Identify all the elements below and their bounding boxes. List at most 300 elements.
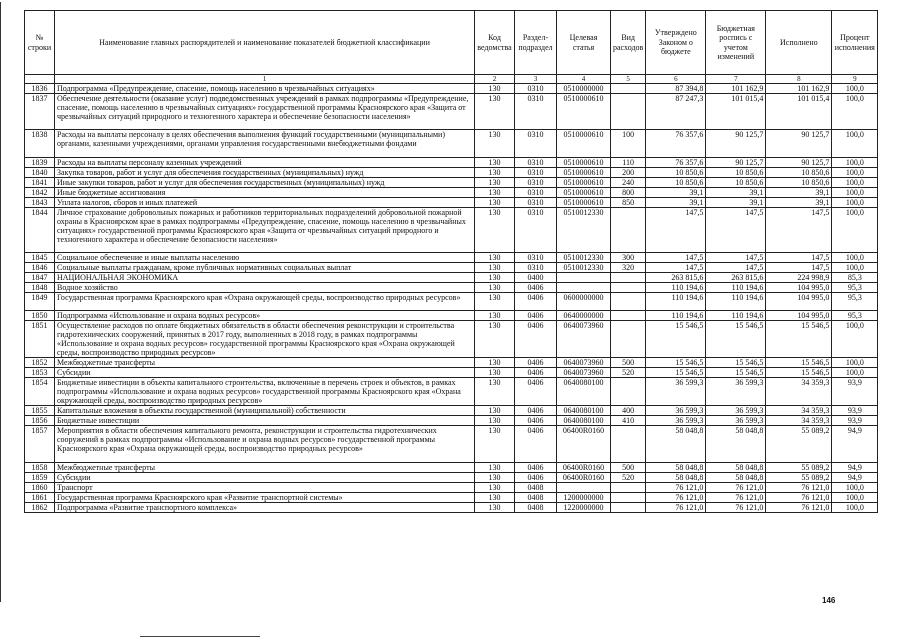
- row-number: 1847: [25, 273, 55, 283]
- approved-amount: 110 194,6: [646, 293, 706, 311]
- column-number: 5: [611, 75, 646, 84]
- row-name: Субсидии: [55, 473, 475, 483]
- executed-amount: 101 015,4: [766, 94, 832, 130]
- expense-type-code: 110: [611, 158, 646, 168]
- row-name: НАЦИОНАЛЬНАЯ ЭКОНОМИКА: [55, 273, 475, 283]
- expense-type-code: [611, 378, 646, 406]
- budget-amount: 101 015,4: [706, 94, 766, 130]
- expense-type-code: 520: [611, 368, 646, 378]
- row-name: Социальные выплаты гражданам, кроме публичных нормативных социальных выплат: [55, 263, 475, 273]
- row-number: 1857: [25, 426, 55, 463]
- page-number: 146: [822, 596, 836, 605]
- row-name: Государственная программа Красноярского края «Развитие транспортной системы»: [55, 493, 475, 503]
- row-name: Мероприятия в области обеспечения капитального ремонта, реконструкции и строительства гидротехнических сооружений в рамках подпрограммы «Использование и охрана водных ресурсов» государственной программы Красноярского края «Охрана окружающей среды, воспроизводство природных ресурсов»: [55, 426, 475, 463]
- target-code: 0510012330: [557, 253, 611, 263]
- row-number: 1842: [25, 188, 55, 198]
- column-number: 6: [646, 75, 706, 84]
- target-code: 1200000000: [557, 493, 611, 503]
- budget-amount: 76 121,0: [706, 483, 766, 493]
- section-code: 0310: [515, 168, 557, 178]
- approved-amount: 76 357,6: [646, 130, 706, 158]
- dept-code: 130: [475, 473, 515, 483]
- row-name: Подпрограмма «Использование и охрана водных ресурсов»: [55, 311, 475, 321]
- target-code: 0510000610: [557, 94, 611, 130]
- row-number: 1855: [25, 406, 55, 416]
- row-number: 1846: [25, 263, 55, 273]
- row-number: 1860: [25, 483, 55, 493]
- budget-amount: 15 546,5: [706, 358, 766, 368]
- table-row: [25, 503, 878, 513]
- header-executed: Исполнено: [766, 11, 832, 75]
- table-row: [25, 293, 878, 311]
- table-body: [25, 84, 878, 513]
- executed-amount: 147,5: [766, 208, 832, 253]
- table-row: [25, 483, 878, 493]
- expense-type-code: [611, 273, 646, 283]
- table-row: [25, 130, 878, 158]
- dept-code: 130: [475, 463, 515, 473]
- percent-value: 100,0: [832, 253, 878, 263]
- column-number: 2: [475, 75, 515, 84]
- row-name: Расходы на выплаты персоналу в целях обеспечения выполнения функций государственными (муниципальными) органами, казенными учреждениями, органами управления государственными внебюджетными фондами: [55, 130, 475, 158]
- row-number: 1852: [25, 358, 55, 368]
- approved-amount: 58 048,8: [646, 473, 706, 483]
- budget-amount: 76 121,0: [706, 503, 766, 513]
- table-row: [25, 368, 878, 378]
- header-approved: Утверждено Законом о бюджете: [646, 11, 706, 75]
- table-row: [25, 406, 878, 416]
- percent-value: 95,3: [832, 311, 878, 321]
- approved-amount: 263 815,6: [646, 273, 706, 283]
- section-code: 0310: [515, 94, 557, 130]
- expense-type-code: 100: [611, 130, 646, 158]
- row-name: Иные закупки товаров, работ и услуг для обеспечения государственных (муниципальных) нужд: [55, 178, 475, 188]
- budget-amount: 15 546,5: [706, 321, 766, 358]
- percent-value: 100,0: [832, 321, 878, 358]
- budget-amount: 101 162,9: [706, 84, 766, 94]
- target-code: 0640080100: [557, 406, 611, 416]
- column-number: 1: [55, 75, 475, 84]
- row-name: Уплата налогов, сборов и иных платежей: [55, 198, 475, 208]
- dept-code: 130: [475, 493, 515, 503]
- executed-amount: 90 125,7: [766, 158, 832, 168]
- approved-amount: 87 394,8: [646, 84, 706, 94]
- target-code: 0510000610: [557, 188, 611, 198]
- percent-value: 100,0: [832, 358, 878, 368]
- table-row: [25, 311, 878, 321]
- dept-code: 130: [475, 94, 515, 130]
- table-row: [25, 283, 878, 293]
- dept-code: 130: [475, 368, 515, 378]
- executed-amount: 76 121,0: [766, 493, 832, 503]
- approved-amount: 15 546,5: [646, 358, 706, 368]
- table-row: [25, 84, 878, 94]
- percent-value: 100,0: [832, 198, 878, 208]
- section-code: 0310: [515, 84, 557, 94]
- executed-amount: 104 995,0: [766, 293, 832, 311]
- target-code: 0510012330: [557, 263, 611, 273]
- column-number: [25, 75, 55, 84]
- percent-value: 95,3: [832, 283, 878, 293]
- row-number: 1843: [25, 198, 55, 208]
- expense-type-code: [611, 483, 646, 493]
- section-code: 0406: [515, 406, 557, 416]
- budget-amount: 58 048,8: [706, 426, 766, 463]
- expense-type-code: [611, 84, 646, 94]
- row-name: Капитальные вложения в объекты государственной (муниципальной) собственности: [55, 406, 475, 416]
- row-number: 1851: [25, 321, 55, 358]
- budget-table: [24, 10, 878, 513]
- percent-value: 94,9: [832, 426, 878, 463]
- row-name: Транспорт: [55, 483, 475, 493]
- row-name: Бюджетные инвестиции: [55, 416, 475, 426]
- row-number: 1837: [25, 94, 55, 130]
- percent-value: 100,0: [832, 158, 878, 168]
- percent-value: 85,3: [832, 273, 878, 283]
- row-name: Иные бюджетные ассигнования: [55, 188, 475, 198]
- section-code: 0310: [515, 130, 557, 158]
- budget-amount: 147,5: [706, 253, 766, 263]
- expense-type-code: 320: [611, 263, 646, 273]
- expense-type-code: [611, 311, 646, 321]
- header-target: Целевая статья: [557, 11, 611, 75]
- row-number: 1849: [25, 293, 55, 311]
- target-code: 06400R0160: [557, 426, 611, 463]
- row-name: Подпрограмма «Предупреждение, спасение, помощь населению в чрезвычайных ситуациях»: [55, 84, 475, 94]
- executed-amount: 15 546,5: [766, 358, 832, 368]
- row-name: Государственная программа Красноярского края «Охрана окружающей среды, воспроизводство природных ресурсов»: [55, 293, 475, 311]
- expense-type-code: [611, 94, 646, 130]
- executed-amount: 55 089,2: [766, 463, 832, 473]
- dept-code: 130: [475, 198, 515, 208]
- expense-type-code: 500: [611, 463, 646, 473]
- table-row: [25, 473, 878, 483]
- target-code: 0640000000: [557, 311, 611, 321]
- row-number: 1844: [25, 208, 55, 253]
- row-name: Расходы на выплаты персоналу казенных учреждений: [55, 158, 475, 168]
- percent-value: 100,0: [832, 503, 878, 513]
- budget-amount: 39,1: [706, 188, 766, 198]
- budget-amount: 10 850,6: [706, 168, 766, 178]
- table-row: [25, 253, 878, 263]
- dept-code: 130: [475, 378, 515, 406]
- dept-code: 130: [475, 483, 515, 493]
- executed-amount: 147,5: [766, 263, 832, 273]
- dept-code: 130: [475, 416, 515, 426]
- approved-amount: 76 121,0: [646, 483, 706, 493]
- target-code: 1220000000: [557, 503, 611, 513]
- target-code: 0510000000: [557, 84, 611, 94]
- budget-amount: 90 125,7: [706, 130, 766, 158]
- percent-value: 100,0: [832, 130, 878, 158]
- executed-amount: 15 546,5: [766, 321, 832, 358]
- percent-value: 100,0: [832, 168, 878, 178]
- dept-code: 130: [475, 311, 515, 321]
- section-code: 0310: [515, 188, 557, 198]
- target-code: 0640073960: [557, 321, 611, 358]
- executed-amount: 104 995,0: [766, 311, 832, 321]
- row-name: Обеспечение деятельности (оказание услуг) подведомственных учреждений в рамках подпрограммы «Предупреждение, спасение, помощь населению в чрезвычайных ситуациях» государственной программы Красноярского края «Защита от чрезвычайных ситуаций природного и техногенного характера и обеспечение безопасности населения»: [55, 94, 475, 130]
- target-code: 0640080100: [557, 378, 611, 406]
- approved-amount: 58 048,8: [646, 426, 706, 463]
- row-number: 1839: [25, 158, 55, 168]
- section-code: 0406: [515, 293, 557, 311]
- section-code: 0408: [515, 483, 557, 493]
- percent-value: 100,0: [832, 208, 878, 253]
- percent-value: 100,0: [832, 483, 878, 493]
- dept-code: 130: [475, 168, 515, 178]
- target-code: [557, 483, 611, 493]
- approved-amount: 76 121,0: [646, 503, 706, 513]
- header-section: Раздел-подраздел: [515, 11, 557, 75]
- budget-amount: 36 599,3: [706, 406, 766, 416]
- dept-code: 130: [475, 263, 515, 273]
- expense-type-code: [611, 208, 646, 253]
- executed-amount: 34 359,3: [766, 406, 832, 416]
- dept-code: 130: [475, 358, 515, 368]
- table-row: [25, 198, 878, 208]
- approved-amount: 15 546,5: [646, 368, 706, 378]
- executed-amount: 101 162,9: [766, 84, 832, 94]
- table-row: [25, 158, 878, 168]
- section-code: 0310: [515, 158, 557, 168]
- expense-type-code: [611, 503, 646, 513]
- section-code: 0310: [515, 263, 557, 273]
- dept-code: 130: [475, 253, 515, 263]
- budget-amount: 15 546,5: [706, 368, 766, 378]
- budget-amount: 147,5: [706, 208, 766, 253]
- approved-amount: 39,1: [646, 188, 706, 198]
- table-row: [25, 263, 878, 273]
- approved-amount: 10 850,6: [646, 178, 706, 188]
- row-number: 1838: [25, 130, 55, 158]
- table-row: [25, 358, 878, 368]
- target-code: 0510012330: [557, 208, 611, 253]
- executed-amount: 39,1: [766, 198, 832, 208]
- row-number: 1836: [25, 84, 55, 94]
- expense-type-code: 520: [611, 473, 646, 483]
- row-number: 1861: [25, 493, 55, 503]
- target-code: 0600000000: [557, 293, 611, 311]
- section-code: 0400: [515, 273, 557, 283]
- column-number-row: [25, 75, 878, 84]
- target-code: 0510000610: [557, 130, 611, 158]
- table-row: [25, 416, 878, 426]
- percent-value: 100,0: [832, 368, 878, 378]
- percent-value: 94,9: [832, 473, 878, 483]
- table-row: [25, 321, 878, 358]
- approved-amount: 10 850,6: [646, 168, 706, 178]
- section-code: 0406: [515, 321, 557, 358]
- column-number: 8: [766, 75, 832, 84]
- approved-amount: 147,5: [646, 253, 706, 263]
- budget-amount: 263 815,6: [706, 273, 766, 283]
- row-name: Бюджетные инвестиции в объекты капитального строительства, включенные в перечень строек и объектов, в рамках подпрограммы «Использование и охрана водных ресурсов» государственной программы Красноярского края «Охрана окружающей среды, воспроизводство природных ресурсов»: [55, 378, 475, 406]
- section-code: 0406: [515, 378, 557, 406]
- approved-amount: 39,1: [646, 198, 706, 208]
- budget-amount: 36 599,3: [706, 378, 766, 406]
- row-name: Межбюджетные трансферты: [55, 358, 475, 368]
- table-row: [25, 378, 878, 406]
- dept-code: 130: [475, 273, 515, 283]
- header-dept-code: Код ведомства: [475, 11, 515, 75]
- executed-amount: 39,1: [766, 188, 832, 198]
- target-code: 0510000610: [557, 158, 611, 168]
- left-margin-rule: [0, 2, 1, 602]
- expense-type-code: 300: [611, 253, 646, 263]
- row-name: Осуществление расходов по оплате бюджетных обязательств в области обеспечения реконструкции и строительства гидротехнических сооружений, принятых в 2017 году, выполненных в 2018 году, в рамках подпрограммы «Использование и охрана водных ресурсов» государственной программы Красноярского края «Охрана окружающей среды, воспроизводство природных ресурсов»: [55, 321, 475, 358]
- executed-amount: 34 359,3: [766, 416, 832, 426]
- percent-value: 93,9: [832, 406, 878, 416]
- table-row: [25, 426, 878, 463]
- approved-amount: 58 048,8: [646, 463, 706, 473]
- executed-amount: 76 121,0: [766, 483, 832, 493]
- row-number: 1850: [25, 311, 55, 321]
- section-code: 0406: [515, 283, 557, 293]
- target-code: 0510000610: [557, 198, 611, 208]
- executed-amount: 10 850,6: [766, 178, 832, 188]
- target-code: 0510000610: [557, 178, 611, 188]
- row-name: Подпрограмма «Развитие транспортного комплекса»: [55, 503, 475, 513]
- approved-amount: 76 121,0: [646, 493, 706, 503]
- target-code: 0510000610: [557, 168, 611, 178]
- expense-type-code: 240: [611, 178, 646, 188]
- row-number: 1845: [25, 253, 55, 263]
- table-row: [25, 208, 878, 253]
- target-code: 0640073960: [557, 368, 611, 378]
- budget-amount: 58 048,8: [706, 463, 766, 473]
- percent-value: 100,0: [832, 188, 878, 198]
- section-code: 0408: [515, 493, 557, 503]
- header-percent: Процент исполнения: [832, 11, 878, 75]
- section-code: 0406: [515, 473, 557, 483]
- expense-type-code: 800: [611, 188, 646, 198]
- executed-amount: 10 850,6: [766, 168, 832, 178]
- section-code: 0310: [515, 198, 557, 208]
- executed-amount: 55 089,2: [766, 473, 832, 483]
- dept-code: 130: [475, 293, 515, 311]
- section-code: 0408: [515, 503, 557, 513]
- row-number: 1858: [25, 463, 55, 473]
- dept-code: 130: [475, 426, 515, 463]
- row-number: 1856: [25, 416, 55, 426]
- approved-amount: 36 599,3: [646, 406, 706, 416]
- dept-code: 130: [475, 283, 515, 293]
- approved-amount: 36 599,3: [646, 378, 706, 406]
- executed-amount: 15 546,5: [766, 368, 832, 378]
- executed-amount: 55 089,2: [766, 426, 832, 463]
- executed-amount: 224 998,9: [766, 273, 832, 283]
- row-name: Межбюджетные трансферты: [55, 463, 475, 473]
- expense-type-code: [611, 293, 646, 311]
- dept-code: 130: [475, 321, 515, 358]
- percent-value: 100,0: [832, 493, 878, 503]
- section-code: 0406: [515, 311, 557, 321]
- approved-amount: 87 247,3: [646, 94, 706, 130]
- budget-amount: 110 194,6: [706, 293, 766, 311]
- table-row: [25, 168, 878, 178]
- budget-amount: 10 850,6: [706, 178, 766, 188]
- target-code: 06400R0160: [557, 463, 611, 473]
- section-code: 0406: [515, 426, 557, 463]
- row-number: 1859: [25, 473, 55, 483]
- budget-amount: 58 048,8: [706, 473, 766, 483]
- target-code: 0640080100: [557, 416, 611, 426]
- executed-amount: 34 359,3: [766, 378, 832, 406]
- row-number: 1862: [25, 503, 55, 513]
- approved-amount: 36 599,3: [646, 416, 706, 426]
- expense-type-code: [611, 321, 646, 358]
- percent-value: 93,9: [832, 378, 878, 406]
- executed-amount: 147,5: [766, 253, 832, 263]
- percent-value: 100,0: [832, 178, 878, 188]
- budget-amount: 36 599,3: [706, 416, 766, 426]
- expense-type-code: 200: [611, 168, 646, 178]
- approved-amount: 110 194,6: [646, 311, 706, 321]
- section-code: 0406: [515, 463, 557, 473]
- expense-type-code: [611, 426, 646, 463]
- percent-value: 100,0: [832, 94, 878, 130]
- header-name: Наименование главных распорядителей и наименование показателей бюджетной классификации: [55, 11, 475, 75]
- section-code: 0406: [515, 358, 557, 368]
- dept-code: 130: [475, 503, 515, 513]
- budget-amount: 110 194,6: [706, 283, 766, 293]
- expense-type-code: 400: [611, 406, 646, 416]
- executed-amount: 104 995,0: [766, 283, 832, 293]
- dept-code: 130: [475, 130, 515, 158]
- column-number: 3: [515, 75, 557, 84]
- row-name: Субсидии: [55, 368, 475, 378]
- row-name: Социальное обеспечение и иные выплаты населению: [55, 253, 475, 263]
- row-name: Закупка товаров, работ и услуг для обеспечения государственных (муниципальных) нужд: [55, 168, 475, 178]
- approved-amount: 15 546,5: [646, 321, 706, 358]
- target-code: 06400R0160: [557, 473, 611, 483]
- row-number: 1841: [25, 178, 55, 188]
- row-name: Личное страхование добровольных пожарных и работников территориальных подразделений добровольной пожарной охраны в Красноярском крае в рамках подпрограммы «Предупреждение, спасение, помощь населению в чрезвычайных ситуациях» государственной программы Красноярского края «Защита от чрезвычайных ситуаций природного и техногенного характера и обеспечение безопасности населения»: [55, 208, 475, 253]
- percent-value: 93,9: [832, 416, 878, 426]
- header-budget-list: Бюджетная роспись с учетом изменений: [706, 11, 766, 75]
- header-row-no: № строки: [25, 11, 55, 75]
- budget-amount: 39,1: [706, 198, 766, 208]
- dept-code: 130: [475, 208, 515, 253]
- percent-value: 100,0: [832, 263, 878, 273]
- approved-amount: 76 357,6: [646, 158, 706, 168]
- percent-value: 94,9: [832, 463, 878, 473]
- expense-type-code: [611, 493, 646, 503]
- executed-amount: 90 125,7: [766, 130, 832, 158]
- dept-code: 130: [475, 158, 515, 168]
- target-code: [557, 283, 611, 293]
- budget-amount: 110 194,6: [706, 311, 766, 321]
- dept-code: 130: [475, 178, 515, 188]
- executed-amount: 76 121,0: [766, 503, 832, 513]
- row-number: 1848: [25, 283, 55, 293]
- section-code: 0310: [515, 253, 557, 263]
- budget-amount: 90 125,7: [706, 158, 766, 168]
- approved-amount: 147,5: [646, 208, 706, 253]
- column-number: 9: [832, 75, 878, 84]
- section-code: 0310: [515, 208, 557, 253]
- approved-amount: 147,5: [646, 263, 706, 273]
- percent-value: 95,3: [832, 293, 878, 311]
- budget-sheet: [24, 10, 878, 513]
- section-code: 0406: [515, 368, 557, 378]
- expense-type-code: 850: [611, 198, 646, 208]
- approved-amount: 110 194,6: [646, 283, 706, 293]
- expense-type-code: [611, 283, 646, 293]
- dept-code: 130: [475, 84, 515, 94]
- column-number: 7: [706, 75, 766, 84]
